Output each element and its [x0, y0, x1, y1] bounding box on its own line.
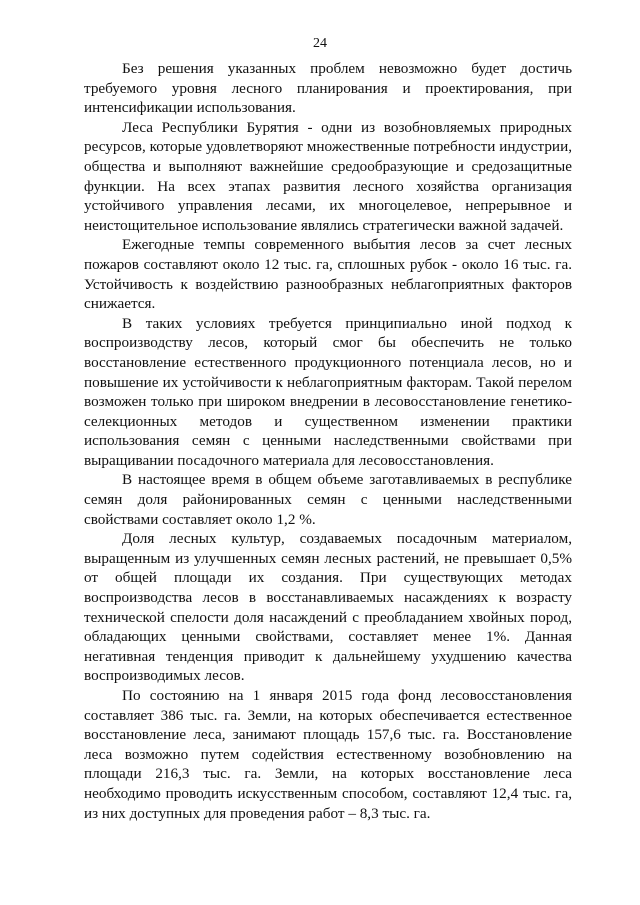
paragraph-reforestation-fund: По состоянию на 1 января 2015 года фонд лесовосстановления составляет 386 тыс. га. Земли, на которых обеспечивается естественное восстановление леса, занимают площадь 157,6 тыс. га. Восстановление леса возможно путем содействия естественному возобновлению на площади 216,3 тыс. га. Земли, на которых восстановление леса необходимо проводить искусственным способом, составляют 12,4 тыс. га, из них доступных для проведения работ – 8,3 тыс. га. [84, 687, 572, 822]
paragraph-seed-share: В настоящее время в общем объеме заготавливаемых в республике семян доля районированных семян с ценными наследственными свойствами составляет около 1,2 %. [84, 471, 572, 528]
paragraph-planning-problems: Без решения указанных проблем невозможно будет достичь требуемого уровня лесного планирования и проектирования, при интенсификации использования. [84, 60, 572, 117]
page-number: 24 [313, 36, 327, 51]
paragraph-forest-loss-rates: Ежегодные темпы современного выбытия лесов за счет лесных пожаров составляют около 12 тыс. га, сплошных рубок - около 16 тыс. га. Устойчивость к воздействию разнообразных неблагоприятных факторов снижается. [84, 236, 572, 313]
paragraph-reforestation-approach: В таких условиях требуется принципиально иной подход к воспроизводству лесов, который смог бы обеспечить не только восстановление естественного продукционного потенциала лесов, но и повышение их устойчивости к неблагоприятным факторам. Такой перелом возможен только при широком внедрении в лесовосстановление генетико-селекционных методов и существенном изменении практики использования семян с ценными наследственными свойствами при выращивании посадочного материала для лесовосстановления. [84, 314, 572, 469]
paragraph-forest-cultures-share: Доля лесных культур, создаваемых посадочным материалом, выращенным из улучшенных семян лесных растений, не превышает 0,5% от общей площади их создания. При существующих методах воспроизводства лесов в восстанавливаемых насаждениях к возрасту технической спелости доля насаждений с преобладанием хвойных пород, обладающих ценными свойствами, составляет менее 1%. Данная негативная тенденция приводит к дальнейшему ухудшению качества воспроизводимых лесов. [84, 530, 572, 685]
paragraph-buryatia-forests: Леса Республики Бурятия - одни из возобновляемых природных ресурсов, которые удовлетворяют множественные потребности индустрии, общества и выполняют важнейшие средообразующие и средозащитные функции. На всех этапах развития лесного хозяйства организация устойчивого управления лесами, их многоцелевое, непрерывное и неистощительное использование являлись стратегически важной задачей. [84, 118, 572, 234]
document-body [84, 59, 572, 823]
